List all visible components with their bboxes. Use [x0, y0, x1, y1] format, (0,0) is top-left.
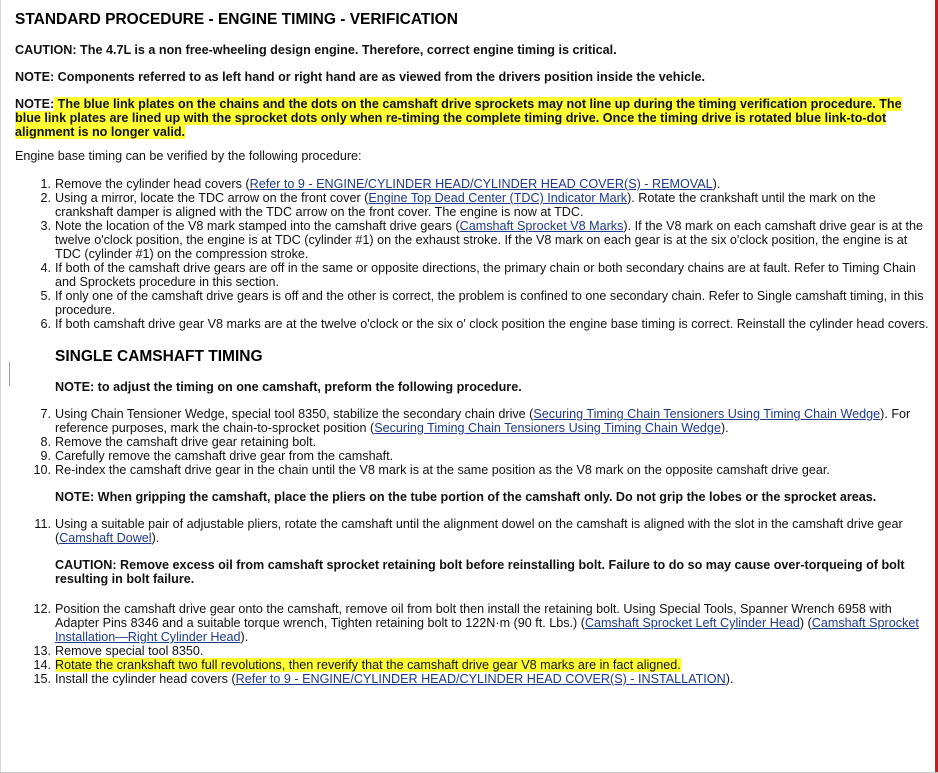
- note-gripping-camshaft: [55, 490, 930, 504]
- note-adjust-one-camshaft: [15, 380, 930, 394]
- list-item: 7. Using Chain Tensioner Wedge, special tool 8350, stabilize the secondary chain drive (Securing Timing Chain Tensioners Using Timing Chain Wedge). For reference purposes, mark the chain-to-sprocket position (Securing Timing Chain Tensioners Using Timing Chain Wedge).: [40, 407, 911, 435]
- link-tdc-indicator-mark[interactable]: Engine Top Dead Center (TDC) Indicator Mark: [368, 191, 628, 205]
- link-camshaft-dowel[interactable]: Camshaft Dowel: [59, 531, 152, 545]
- note-text: When gripping the camshaft, place the pliers on the tube portion of the camshaft only. Do not grip the lobes or the sprocket areas.: [94, 490, 877, 504]
- margin-marker: [9, 362, 10, 386]
- link-camshaft-sprocket-v8-marks[interactable]: Camshaft Sprocket V8 Marks: [459, 219, 624, 233]
- final-steps-list: [15, 602, 930, 686]
- link-camshaft-sprocket-left[interactable]: Camshaft Sprocket Left Cylinder Head: [584, 616, 800, 630]
- note-label: NOTE:: [55, 380, 95, 394]
- list-item: 9. Carefully remove the camshaft drive gear from the camshaft.: [40, 449, 394, 463]
- list-item: 3. Note the location of the V8 mark stamped into the camshaft drive gears (Camshaft Sprocket V8 Marks). If the V8 mark on each camshaft drive gear is at the twelve o'clock position, the engine is at TDC (cylinder #1) on the exhaust stroke. If the V8 mark on each gear is at the six o'clock position, the engine is at TDC (cylinder #1) on the compression stroke.: [40, 219, 923, 261]
- dowel-step-list: [15, 517, 930, 545]
- note-text: Components referred to as left hand or right hand are as viewed from the drivers position inside the vehicle.: [54, 70, 706, 84]
- single-camshaft-steps-list: [15, 407, 930, 477]
- left-border: [0, 0, 1, 773]
- list-item: 6. If both camshaft drive gear V8 marks are at the twelve o'clock or the six o' clock position the engine base timing is correct. Reinstall the cylinder head covers.: [40, 317, 929, 331]
- caution-text: Remove excess oil from camshaft sprocket retaining bolt before reinstalling bolt. Failure to do so may cause over-torqueing of bolt resulting in bolt failure.: [55, 558, 905, 586]
- list-item: 2. Using a mirror, locate the TDC arrow on the front cover (Engine Top Dead Center (TDC) Indicator Mark). Rotate the crankshaft until the mark on the crankshaft damper is aligned with the TDC arrow on the front cover. The engine is now at TDC.: [40, 191, 876, 219]
- note-text: to adjust the timing on one camshaft, preform the following procedure.: [94, 380, 522, 394]
- list-item: 10. Re-index the camshaft drive gear in the chain until the V8 mark is at the same position as the V8 mark on the opposite camshaft drive gear.: [33, 463, 830, 477]
- caution-label: CAUTION:: [15, 43, 77, 57]
- highlighted-note-text: The blue link plates on the chains and the dots on the camshaft drive sprockets may not line up during the timing verification procedure. The blue link plates are lined up with the sprocket dots only when re-timing the complete timing drive. Once the timing drive is rotated blue link-to-dot alignment is no longer valid.: [15, 97, 902, 139]
- document-body: [15, 10, 930, 686]
- link-cylinder-head-cover-installation[interactable]: Refer to 9 - ENGINE/CYLINDER HEAD/CYLINDER HEAD COVER(S) - INSTALLATION: [235, 672, 726, 686]
- note-label: NOTE:: [15, 70, 55, 84]
- base-timing-intro: Engine base timing can be verified by the following procedure:: [15, 149, 362, 163]
- caution-engine-timing: [15, 43, 930, 57]
- list-item: 12. Position the camshaft drive gear onto the camshaft, remove oil from bolt then install the retaining bolt. Using Special Tools, Spanner Wrench 6958 with Adapter Pins 8346 and a suitable torque wrench, Tighten retaining bolt to 122N·m (90 ft. Lbs.) (Camshaft Sprocket Left Cylinder Head) (Camshaft Sprocket Installation—Right Cylinder Head).: [33, 602, 919, 644]
- caution-text: The 4.7L is a non free-wheeling design engine. Therefore, correct engine timing is critical.: [76, 43, 617, 57]
- link-securing-tensioners-2[interactable]: Securing Timing Chain Tensioners Using Timing Chain Wedge: [374, 421, 721, 435]
- list-item: 14. Rotate the crankshaft two full revolutions, then reverify that the camshaft drive gear V8 marks are in fact aligned.: [33, 658, 681, 672]
- page-title: STANDARD PROCEDURE - ENGINE TIMING - VERIFICATION: [15, 11, 458, 28]
- list-item: 1. Remove the cylinder head covers (Refer to 9 - ENGINE/CYLINDER HEAD/CYLINDER HEAD COVER(S) - REMOVAL).: [40, 177, 721, 191]
- link-camshaft-sprocket-right[interactable]: Camshaft Sprocket Installation—Right Cylinder Head: [55, 616, 919, 644]
- list-item: 13. Remove special tool 8350.: [33, 644, 204, 658]
- link-securing-tensioners-1[interactable]: Securing Timing Chain Tensioners Using Timing Chain Wedge: [533, 407, 881, 421]
- section-title-single-camshaft: SINGLE CAMSHAFT TIMING: [55, 348, 263, 365]
- note-blue-link-plates: [15, 97, 930, 139]
- verification-steps-list: [15, 177, 930, 331]
- list-item: 5. If only one of the camshaft drive gears is off and the other is correct, the problem is confined to one secondary chain. Refer to Single camshaft timing, in this procedure.: [40, 289, 924, 317]
- note-label: NOTE:: [55, 490, 95, 504]
- list-item: 4. If both of the camshaft drive gears are off in the same or opposite directions, the primary chain or both secondary chains are at fault. Refer to Timing Chain and Sprockets procedure in this section.: [40, 261, 916, 289]
- caution-excess-oil: [55, 558, 930, 586]
- link-cylinder-head-cover-removal[interactable]: Refer to 9 - ENGINE/CYLINDER HEAD/CYLINDER HEAD COVER(S) - REMOVAL: [249, 177, 713, 191]
- caution-label: CAUTION:: [55, 558, 117, 572]
- list-item: 11. Using a suitable pair of adjustable pliers, rotate the camshaft until the alignment dowel on the camshaft is aligned with the slot in the camshaft drive gear (Camshaft Dowel).: [34, 517, 903, 545]
- list-item: 15. Install the cylinder head covers (Refer to 9 - ENGINE/CYLINDER HEAD/CYLINDER HEAD COVER(S) - INSTALLATION).: [33, 672, 734, 686]
- list-item: 8. Remove the camshaft drive gear retaining bolt.: [40, 435, 317, 449]
- note-label: NOTE:: [15, 97, 55, 111]
- highlighted-step-text: Rotate the crankshaft two full revolutions, then reverify that the camshaft drive gear V8 marks are in fact aligned.: [55, 658, 681, 672]
- note-left-right-hand: [15, 70, 930, 84]
